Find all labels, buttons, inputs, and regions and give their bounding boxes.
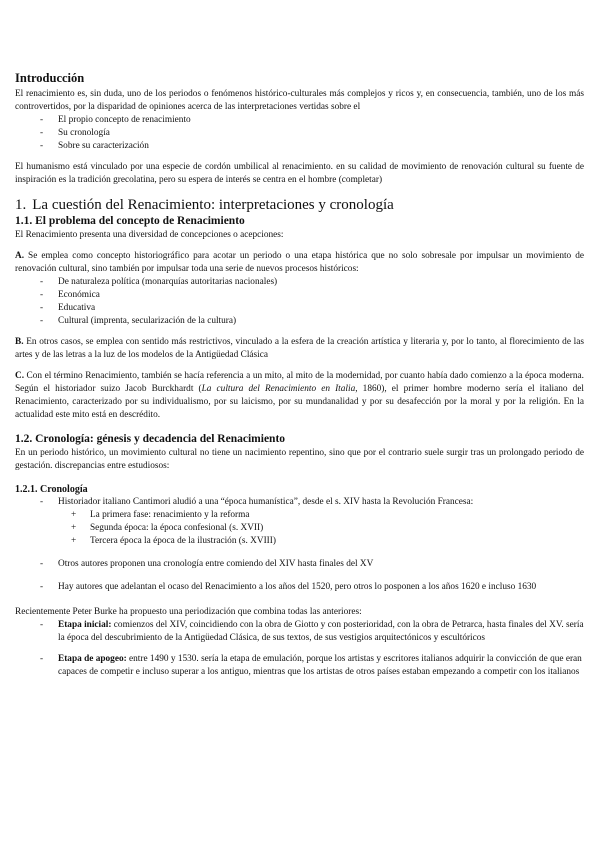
subsection-heading-1-2: 1.2. Cronología: génesis y decadencia del Renacimiento bbox=[15, 433, 286, 445]
chronology-list bbox=[15, 496, 584, 594]
point-c-label: C. bbox=[15, 371, 25, 381]
point-c bbox=[15, 370, 584, 422]
intro-paragraph: El renacimiento es, sin duda, uno de los periodos o fenómenos histórico-culturales más complejos y ricos y, en consecuencia, también, uno de los más controvertidos, por la disparidad de opiniones acerca de las interpretaciones vertidas sobre el bbox=[15, 89, 584, 112]
intro-heading: Introducción bbox=[15, 71, 85, 85]
list-item bbox=[15, 496, 584, 548]
stage-text: comienzos del XIV, coincidiendo con la obra de Giotto y con posterioridad, con la obra de Petrarca, hasta finales del XV. sería la época del descubrimiento de la Antigüedad Clásica, de sus textos, de sus vestigios arquitectónicos y escultóricos bbox=[58, 620, 584, 643]
cantimori-text: Historiador italiano Cantimori aludió a una “época humanística”, desde el s. XIV hasta la Revolución Francesa: bbox=[58, 497, 474, 507]
section-title: La cuestión del Renacimiento: interpretaciones y cronología bbox=[32, 197, 394, 213]
list-item: + Tercera época la época de la ilustración (s. XVIII) bbox=[15, 535, 584, 548]
stage-label: Etapa de apogeo: bbox=[58, 654, 127, 664]
section-number: 1. bbox=[15, 197, 27, 213]
stage-label: Etapa inicial: bbox=[58, 620, 112, 630]
list-item bbox=[15, 619, 584, 645]
list-item: - De naturaleza política (monarquías autoritarias nacionales) bbox=[15, 276, 584, 289]
concept-intro: El Renacimiento presenta una diversidad de concepciones o acepciones: bbox=[15, 230, 284, 240]
point-b bbox=[15, 336, 584, 362]
point-a-text: Se emplea como concepto historiográfico para acotar un periodo o una etapa histórica que no solo sobresale por impulsar un movimiento de renovación cultural, sino también por impulsar toda una serie de nuevos procesos históricos: bbox=[15, 251, 584, 274]
burke-intro: Recientemente Peter Burke ha propuesto una periodización que combina todas las anteriores: bbox=[15, 607, 362, 617]
intro-list bbox=[15, 114, 584, 153]
point-a-list bbox=[15, 276, 584, 328]
subsubsection-heading-1-2-1: 1.2.1. Cronología bbox=[15, 484, 88, 495]
list-item: + Segunda época: la época confesional (s. XVII) bbox=[15, 522, 584, 535]
stage-text: entre 1490 y 1530. sería la etapa de emulación, porque los artistas y escritores italianos adquirir la convicción de que eran capaces de competir e incluso superar a los antiguo, mientras que los artistas de otros países estaban empezando a competir con los italianos bbox=[58, 654, 582, 677]
list-item: - Su cronología bbox=[15, 127, 584, 140]
list-item: - Educativa bbox=[15, 302, 584, 315]
list-item: - Otros autores proponen una cronología entre comiendo del XIV hasta finales del XV bbox=[15, 558, 584, 571]
chronology-intro: En un periodo histórico, un movimiento cultural no tiene un nacimiento repentino, sino que por el contrario suele surgir tras un prolongado periodo de gestación. discrepancias entre estudiosos: bbox=[15, 448, 584, 471]
list-item: - El propio concepto de renacimiento bbox=[15, 114, 584, 127]
section-heading bbox=[15, 196, 584, 214]
point-b-text: En otros casos, se emplea con sentido más restrictivos, vinculado a la esfera de la creación artística y literaria y, por lo tanto, al florecimiento de las artes y de las letras a la luz de los modelos de la Antigüedad Clásica bbox=[15, 337, 584, 360]
phase-list bbox=[15, 509, 584, 548]
point-a bbox=[15, 250, 584, 276]
list-item: - Hay autores que adelantan el ocaso del Renacimiento a los años del 1520, pero otros lo posponen a los años 1620 e incluso 1630 bbox=[15, 581, 584, 594]
list-item bbox=[15, 653, 584, 679]
burke-stages bbox=[15, 619, 584, 679]
list-item: + La primera fase: renacimiento y la reforma bbox=[15, 509, 584, 522]
list-item: - Cultural (imprenta, secularización de la cultura) bbox=[15, 315, 584, 328]
subsection-heading-1-1: 1.1. El problema del concepto de Renacimiento bbox=[15, 215, 245, 227]
point-c-text-cont: , 1860), el primer hombre moderno sería el italiano del Renacimiento, caracterizado por su individualismo, por su laicismo, por su mundanalidad y por su desafección por la moral y por la religión. En la actualidad este mito está en descrédito. bbox=[15, 384, 584, 420]
point-b-label: B. bbox=[15, 337, 24, 347]
book-title: La cultura del Renacimiento en Italia bbox=[201, 384, 356, 394]
list-item: - Sobre su caracterización bbox=[15, 140, 584, 153]
list-item: - Económica bbox=[15, 289, 584, 302]
point-c-text: Con el término Renacimiento, también se hacía referencia a un mito, al mito de la modernidad, por cuanto había dado comienzo a la época moderna. Según el historiador suizo Jacob Burckhardt ( bbox=[15, 371, 584, 394]
humanism-paragraph: El humanismo está vinculado por una especie de cordón umbilical al renacimiento. en su calidad de movimiento de renovación cultural su fuente de inspiración es la tradición grecolatina, pero su espera de interés se centra en el hombre (completar) bbox=[15, 162, 584, 185]
point-a-label: A. bbox=[15, 251, 25, 261]
